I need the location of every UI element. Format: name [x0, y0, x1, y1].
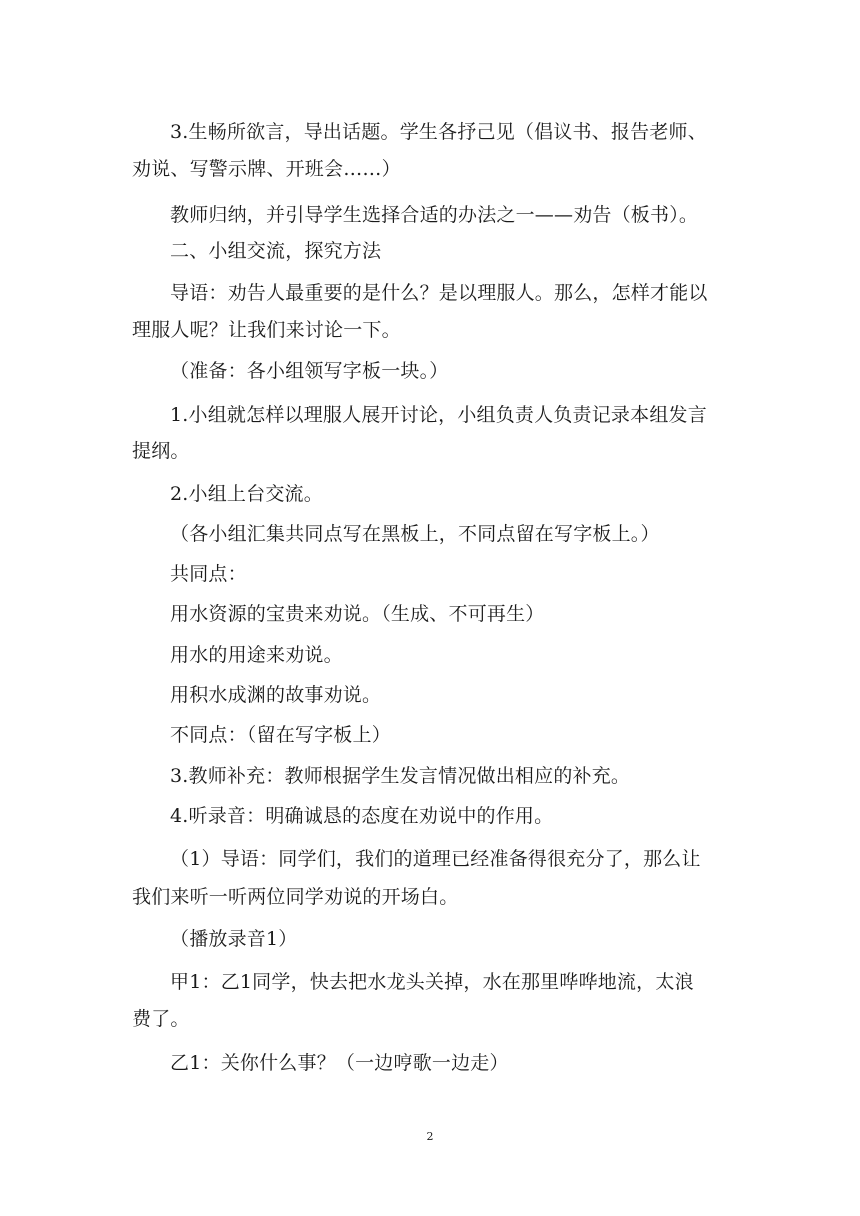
paragraph-line: 不同点：（留在写字板上）: [170, 724, 391, 746]
paragraph-line: 教师归纳，并引导学生选择合适的办法之一——劝告（板书）。: [170, 204, 699, 226]
paragraph-line: 费了。: [132, 1008, 190, 1030]
paragraph-line: 1.小组就怎样以理服人展开讨论，小组负责人负责记录本组发言: [170, 404, 707, 426]
paragraph-line: 2.小组上台交流。: [170, 483, 323, 505]
section-heading: 二、小组交流，探究方法: [170, 240, 382, 262]
paragraph-line: 共同点：: [170, 563, 247, 585]
paragraph-line: 用水的用途来劝说。: [170, 644, 343, 666]
paragraph-line: 3.教师补充：教师根据学生发言情况做出相应的补充。: [170, 765, 631, 787]
paragraph-line: （准备：各小组领写字板一块。）: [170, 360, 449, 382]
paragraph-line: 3.生畅所欲言，导出话题。学生各抒己见（倡议书、报告老师、: [170, 121, 707, 143]
paragraph-line: 我们来听一听两位同学劝说的开场白。: [132, 886, 459, 908]
paragraph-line: （各小组汇集共同点写在黑板上，不同点留在写字板上。）: [170, 523, 660, 545]
paragraph-line: 提纲。: [132, 440, 190, 462]
paragraph-line: （1）导语：同学们，我们的道理已经准备得很充分了，那么让: [170, 848, 701, 870]
paragraph-line: 用积水成渊的故事劝说。: [170, 684, 382, 706]
paragraph-line: 甲1：乙1同学，快去把水龙头关掉，水在那里哗哗地流，太浪: [170, 971, 694, 993]
paragraph-line: 理服人呢？让我们来讨论一下。: [132, 319, 401, 341]
paragraph-line: 4.听录音：明确诚恳的态度在劝说中的作用。: [170, 805, 554, 827]
page-number: 2: [426, 1130, 434, 1143]
paragraph-line: 乙1：关你什么事？（一边哼歌一边走）: [170, 1052, 509, 1074]
paragraph-line: 劝说、写警示牌、开班会……）: [132, 158, 401, 180]
paragraph-line: （播放录音1）: [170, 928, 298, 950]
paragraph-line: 导语：劝告人最重要的是什么？是以理服人。那么，怎样才能以: [170, 282, 708, 304]
paragraph-line: 用水资源的宝贵来劝说。（生成、不可再生）: [170, 603, 545, 625]
